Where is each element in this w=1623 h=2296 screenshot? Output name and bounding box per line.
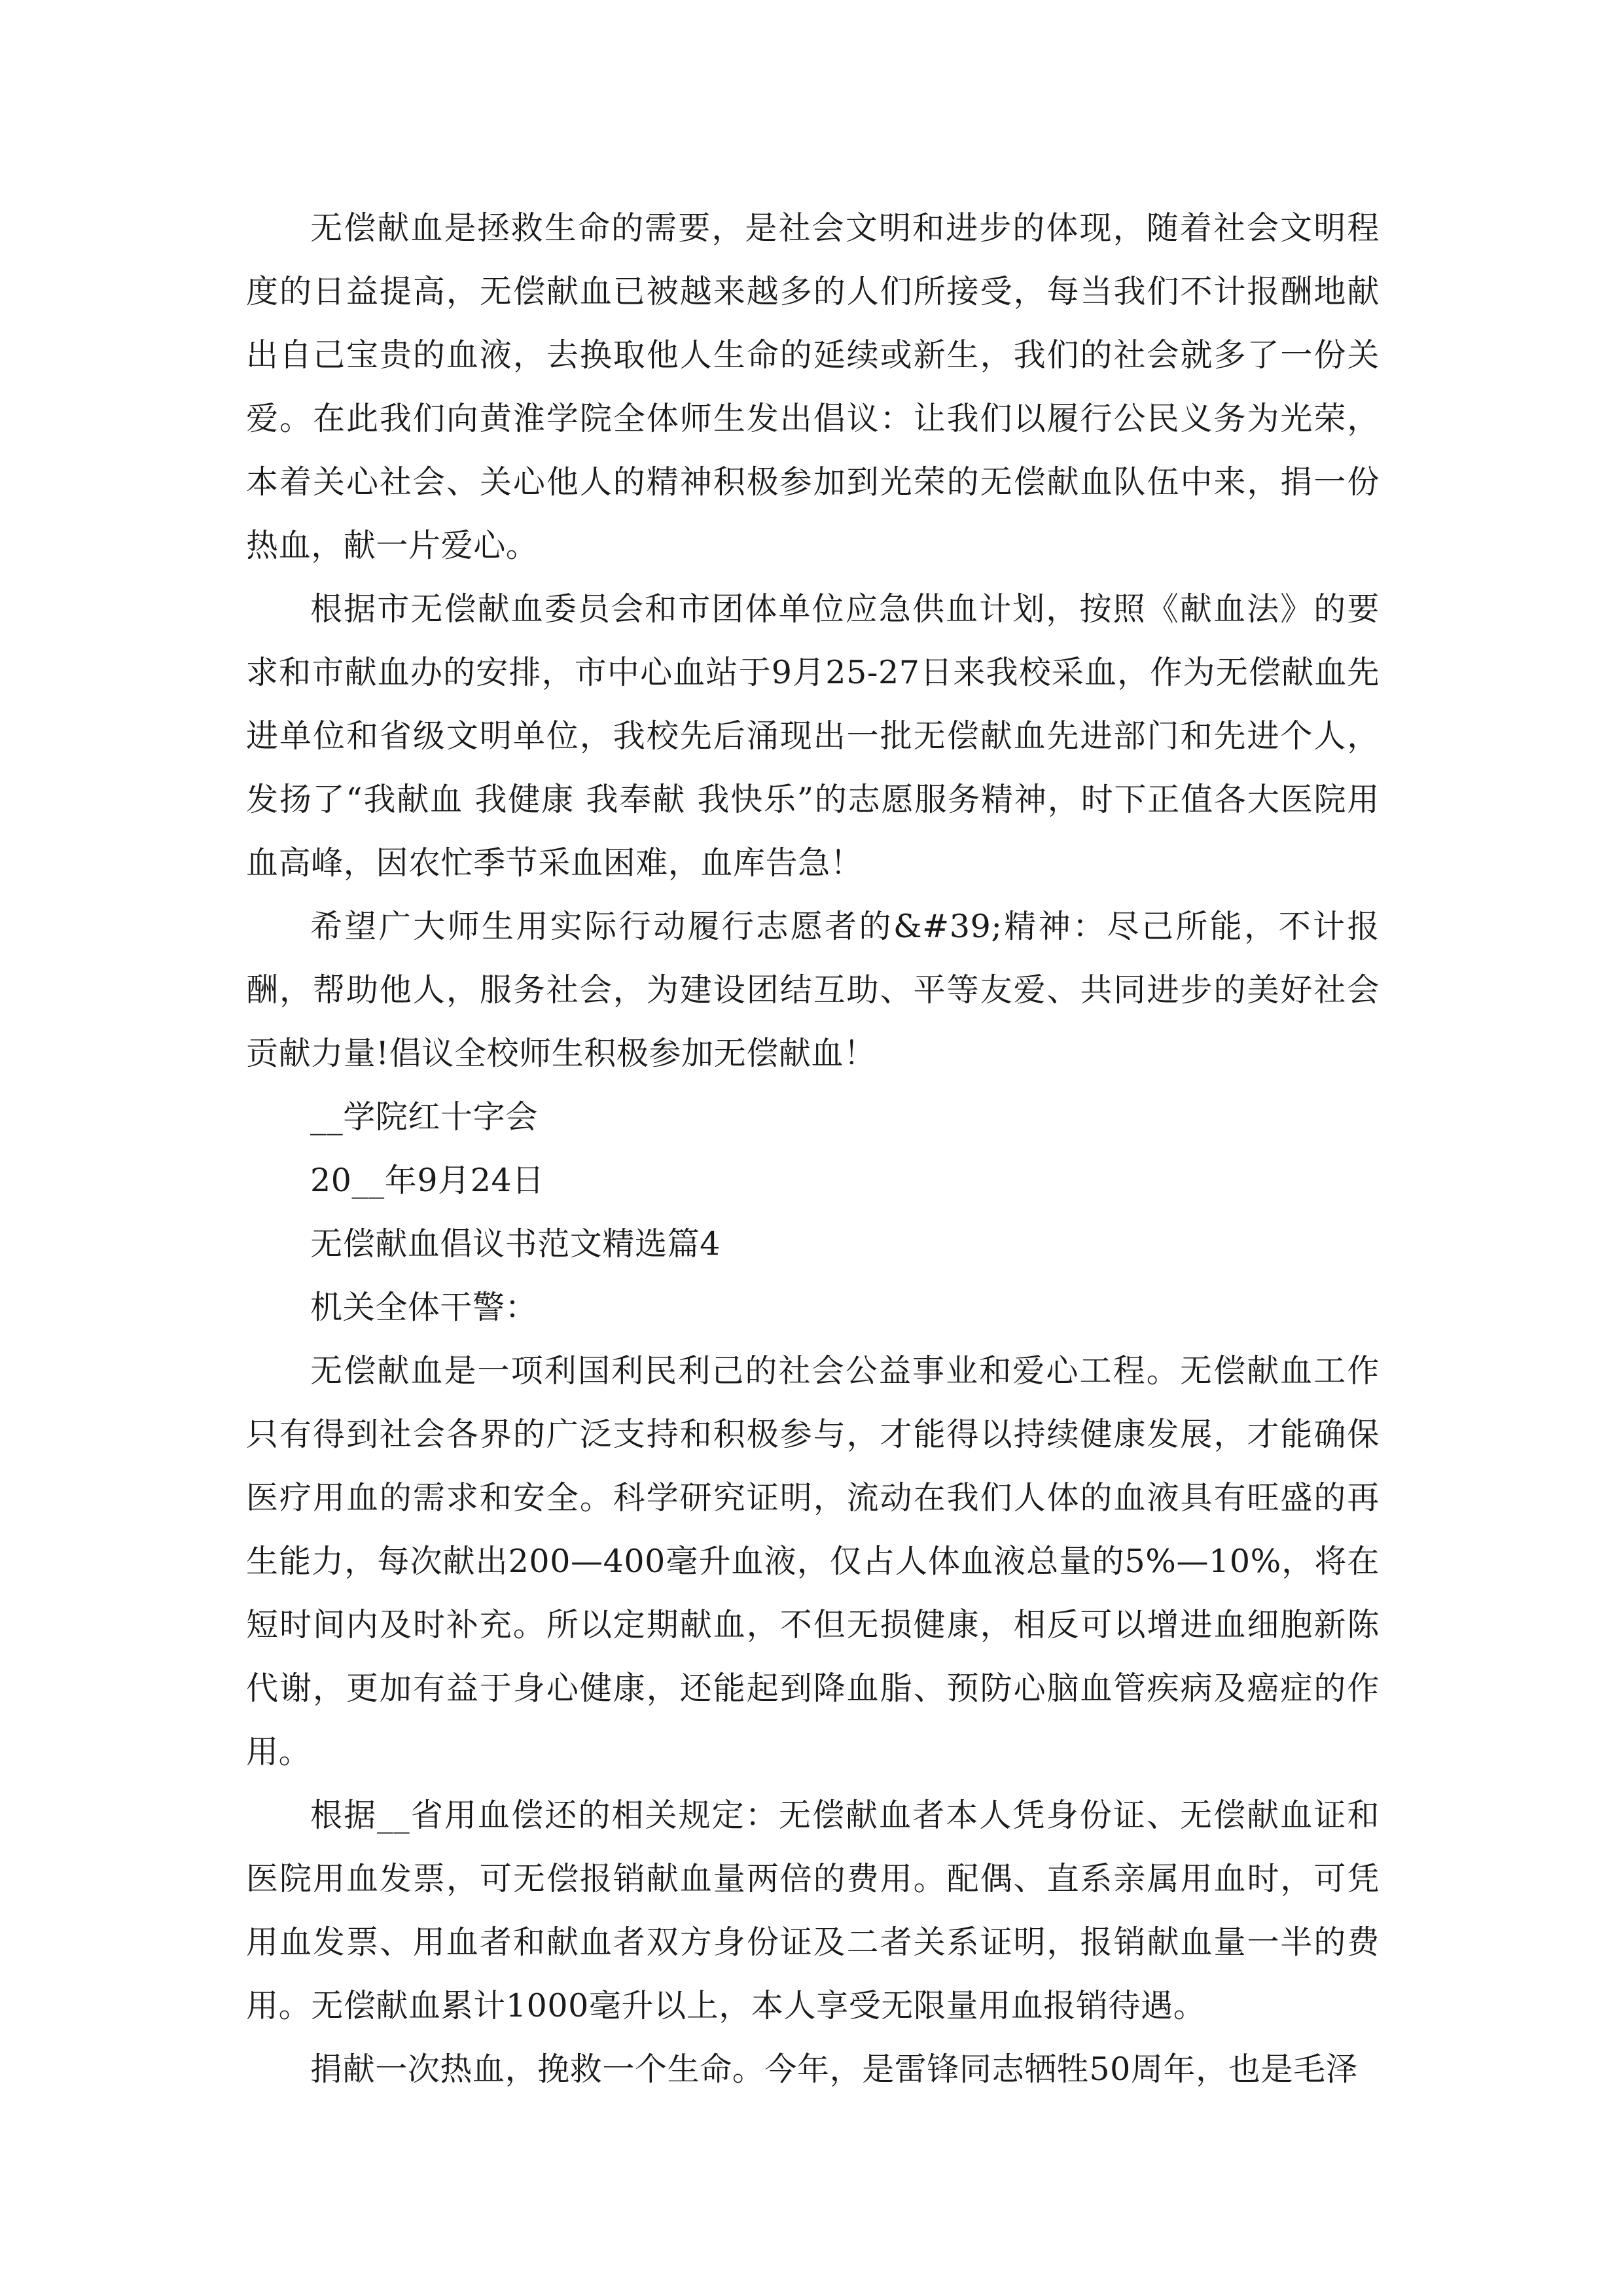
paragraph-appeal: 无偿献血是拯救生命的需要，是社会文明和进步的体现，随着社会文明程度的日益提高，无偿献血已被越来越多的人们所接受，每当我们不计报酬地献出自己宝贵的血液，去换取他人生命的延续或新生，我们的社会就多了一份关爱。在此我们向黄淮学院全体师生发出倡议：让我们以履行公民义务为光荣，本着关心社会、关心他人的精神积极参加到光荣的无偿献血队伍中来，捐一份热血，献一片爱心。	[246, 209, 1380, 564]
paragraph-reimbursement-rules: 根据__省用血偿还的相关规定：无偿献血者本人凭身份证、无偿献血证和医院用血发票，可无偿报销献血量两倍的费用。配偶、直系亲属用血时，可凭用血发票、用血者和献血者双方身份证及二者关系证明，报销献血量一半的费用。无偿献血累计1000毫升以上，本人享受无限量用血报销待遇。	[246, 1797, 1380, 2024]
paragraph-volunteer-spirit: 希望广大师生用实际行动履行志愿者的&#39;精神：尽己所能，不计报酬，帮助他人，服务社会，为建设团结互助、平等友爱、共同进步的美好社会贡献力量!倡议全校师生积极参加无偿献血！	[246, 908, 1380, 1072]
paragraph-public-welfare: 无偿献血是一项利国利民利己的社会公益事业和爱心工程。无偿献血工作只有得到社会各界的广泛支持和积极参与，才能得以持续健康发展，才能确保医疗用血的需求和安全。科学研究证明，流动在我们人体的血液具有旺盛的再生能力，每次献出200—400毫升血液，仅占人体血液总量的5%—10%，将在短时间内及时补充。所以定期献血，不但无损健康，相反可以增进血细胞新陈代谢，更加有益于身心健康，还能起到降血脂、预防心脑血管疾病及癌症的作用。	[246, 1352, 1380, 1770]
salutation: 机关全体干警：	[310, 1289, 538, 1326]
section-title: 无偿献血倡议书范文精选篇4	[310, 1225, 721, 1263]
paragraph-lei-feng: 捐献一次热血，挽救一个生命。今年，是雷锋同志牺牲50周年，也是毛泽	[310, 2051, 1359, 2088]
document-body	[246, 196, 1380, 2101]
paragraph-blood-drive: 根据市无偿献血委员会和市团体单位应急供血计划，按照《献血法》的要求和市献血办的安排，市中心血站于9月25-27日来我校采血，作为无偿献血先进单位和省级文明单位，我校先后涌现出一批无偿献血先进部门和先进个人，发扬了“我献血 我健康 我奉献 我快乐”的志愿服务精神，时下正值各大医院用血高峰，因农忙季节采血困难，血库告急！	[246, 590, 1380, 882]
signature-organization: __学院红十字会	[310, 1098, 538, 1136]
signature-date: 20__年9月24日	[310, 1162, 544, 1199]
